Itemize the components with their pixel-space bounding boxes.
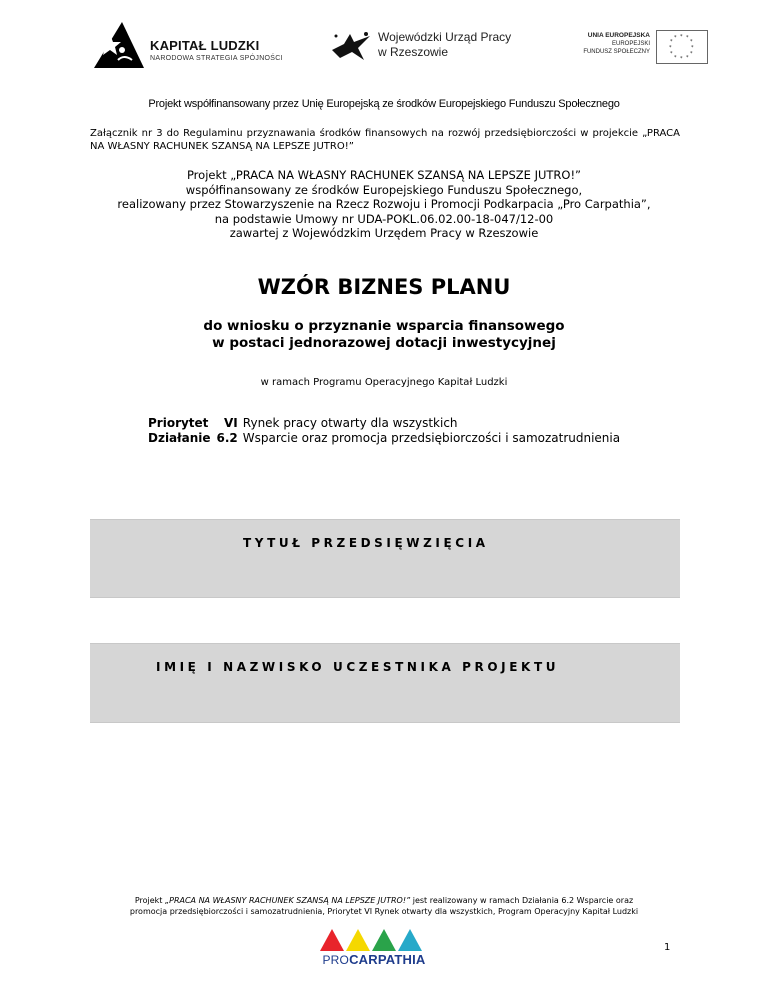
svg-text:*: * [686, 35, 689, 41]
procarpathia-triangles-icon [318, 927, 430, 953]
project-line1: Projekt „PRACA NA WŁASNY RACHUNEK SZANSĄ NA LEPSZE JUTRO!” [186, 168, 582, 182]
venture-title-box[interactable] [90, 519, 680, 598]
subtitle-line2: w postaci jednorazowej dotacji inwestycyjnej [212, 335, 556, 351]
eu-line3: FUNDUSZ SPOŁECZNY [583, 49, 650, 55]
page-title: WZÓR BIZNES PLANU [257, 275, 511, 299]
wup-line1: Wojewódzki Urząd Pracy [378, 30, 512, 44]
footer-line2: promocja przedsiębiorczości i samozatrudnienia, Priorytet VI Rynek otwarty dla wszystkich, Program Operacyjny Kapitał Ludzki [129, 907, 639, 916]
subtitle-line1: do wniosku o przyznanie wsparcia finansowego [203, 318, 565, 334]
svg-text:*: * [669, 45, 672, 51]
project-line4: na podstawie Umowy nr UDA-POKL.06.02.00-18-047/12-00 [214, 211, 554, 226]
eu-line2: EUROPEJSKI [611, 41, 650, 47]
svg-text:*: * [674, 35, 677, 41]
procarpathia-carpathia: CARPATHIA [349, 952, 426, 967]
action-text: Wsparcie oraz promocja przedsiębiorczości i samozatrudnienia [242, 431, 621, 445]
eu-text [583, 32, 650, 56]
project-line2: współfinansowany ze środków Europejskiego Funduszu Społecznego, [185, 182, 583, 197]
page-subtitle [0, 318, 768, 352]
project-line3: realizowany przez Stowarzyszenie na Rzecz Rozwoju i Promocji Podkarpacia „Pro Carpathia”, [117, 197, 651, 211]
participant-name-box[interactable] [90, 643, 680, 723]
svg-text:*: * [690, 51, 693, 57]
kapital-ludzki-logo [92, 20, 292, 70]
priority-label: Priorytet [148, 416, 209, 430]
venture-title-label: TYTUŁ PRZEDSIĘWZIĘCIA [243, 536, 489, 550]
project-line5: zawartej z Wojewódzkim Urzędem Pracy w Rzeszowie [229, 226, 539, 240]
participant-name-label: IMIĘ I NAZWISKO UCZESTNIKA PROJEKTU [156, 660, 560, 674]
procarpathia-wordmark [318, 952, 430, 967]
svg-text:*: * [674, 55, 677, 61]
svg-text:*: * [680, 56, 683, 62]
procarpathia-logo [318, 927, 430, 969]
cofinancing-note: Projekt współfinansowany przez Unię Europejską ze środków Europejskiego Funduszu Społecznego [148, 98, 620, 110]
priority-row [148, 416, 620, 431]
priority-number: VI [224, 416, 238, 430]
svg-text:*: * [680, 34, 683, 40]
wup-name [378, 30, 511, 60]
action-label: Działanie [148, 431, 211, 445]
project-info [60, 168, 708, 241]
svg-text:*: * [686, 55, 689, 61]
eu-line1: UNIA EUROPEJSKA [587, 32, 650, 39]
wup-line2: w Rzeszowie [378, 45, 449, 59]
kapital-ludzki-subtitle: NARODOWA STRATEGIA SPÓJNOŚCI [150, 55, 283, 62]
svg-text:*: * [670, 39, 673, 45]
eu-logo [580, 30, 710, 64]
page-number: 1 [664, 942, 671, 953]
kapital-ludzki-title: KAPITAŁ LUDZKI [150, 38, 260, 53]
action-row [148, 431, 620, 446]
action-number: 6.2 [216, 431, 238, 445]
annex-note: Załącznik nr 3 do Regulaminu przyznawania środków finansowych na rozwój przedsiębiorczości w projekcie „PRACA NA WŁASNY RACHUNEK SZANSĄ NA LEPSZE JUTRO!” [90, 128, 680, 152]
kapital-ludzki-emblem-icon [92, 20, 146, 70]
bird-emblem-icon [330, 28, 374, 64]
footer-prefix: Projekt [134, 896, 163, 905]
footer-project-name: „PRACA NA WŁASNY RACHUNEK SZANSĄ NA LEPSZE JUTRO!” [164, 896, 411, 905]
svg-text:*: * [670, 51, 673, 57]
program-note: w ramach Programu Operacyjnego Kapitał Ludzki [260, 377, 508, 388]
footer-note [70, 895, 698, 917]
procarpathia-pro: PRO [322, 953, 350, 967]
svg-text:*: * [690, 39, 693, 45]
footer-rest: jest realizowany w ramach Działania 6.2 Wsparcie oraz [412, 896, 634, 905]
priority-text: Rynek pracy otwarty dla wszystkich [242, 416, 458, 430]
wup-logo [330, 26, 520, 66]
svg-text:*: * [691, 45, 694, 51]
priority-block [148, 416, 620, 446]
eu-flag-icon [656, 30, 708, 64]
